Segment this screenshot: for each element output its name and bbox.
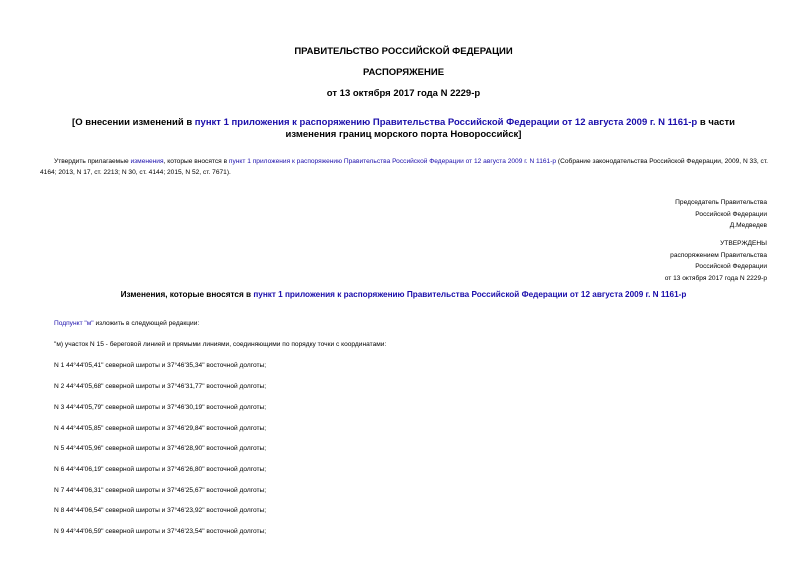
approval-line-1: УТВЕРЖДЕНЫ (720, 240, 767, 247)
changes-title (0, 290, 807, 299)
coordinate-point: N 4 44°44'05,85" северной широты и 37°46'29,84" восточной долготы; (54, 425, 267, 432)
changes-title-prefix: Изменения, которые вносятся в (120, 290, 254, 299)
subitem-instruction (54, 320, 199, 327)
intro-text-2: , которые вносятся в (163, 158, 229, 165)
title-prefix: [О внесении изменений в (72, 117, 195, 128)
approval-line-4: от 13 октября 2017 года N 2229-р (664, 274, 767, 282)
intro-text-1: Утвердить прилагаемые (54, 158, 131, 165)
intro-text-3: (Собрание законодательства Российской Федерации, 2009, N 33, ст. 4164; 2013, N 17, ст. 2213; N 30, ст. 4144; 2015, N 52, ст. 7671). (40, 158, 768, 176)
coordinate-point: N 9 44°44'06,59" северной широты и 37°46'23,54" восточной долготы; (54, 528, 267, 535)
subitem-link[interactable]: Подпункт "м" (54, 320, 94, 327)
order-reference-link[interactable]: пункт 1 приложения к распоряжению Правительства Российской Федерации от 12 августа 2009 г. N 1161-р (228, 158, 557, 165)
signature-org: Российской Федерации (695, 210, 767, 218)
government-heading: ПРАВИТЕЛЬСТВО РОССИЙСКОЙ ФЕДЕРАЦИИ (294, 46, 513, 57)
coordinate-point: N 6 44°44'06,19" северной широты и 37°46'26,80" восточной долготы; (54, 466, 267, 473)
coordinate-point: N 8 44°44'06,54" северной широты и 37°46'23,92" восточной долготы; (54, 507, 267, 514)
section-intro-line: "м) участок N 15 - береговой линией и прямыми линиями, соединяющими по порядку точки с координатами: (54, 341, 387, 348)
changes-link[interactable]: изменения (130, 158, 164, 165)
subitem-text: изложить в следующей редакции: (93, 320, 200, 327)
signature-name: Д.Медведев (729, 222, 767, 229)
document-title (50, 117, 757, 141)
approval-line-2: распоряжением Правительства (670, 251, 767, 259)
title-suffix: в части изменения границ морского порта Новороссийск] (285, 117, 735, 140)
signature-position: Председатель Правительства (675, 199, 767, 206)
approval-block (665, 238, 767, 284)
coordinate-point: N 5 44°44'05,96" северной широты и 37°46'28,90" восточной долготы; (54, 445, 267, 452)
coordinate-point: N 7 44°44'06,31" северной широты и 37°46'25,67" восточной долготы; (54, 487, 267, 494)
order-date: от 13 октября 2017 года N 2229-р (326, 88, 481, 99)
order-heading: РАСПОРЯЖЕНИЕ (362, 67, 445, 78)
coordinate-point: N 1 44°44'05,41" северной широты и 37°46'35,34" восточной долготы; (54, 362, 267, 369)
coordinate-point: N 2 44°44'05,68" северной широты и 37°46'31,77" восточной долготы; (54, 383, 267, 390)
signature-block (675, 197, 767, 232)
intro-paragraph (40, 156, 770, 178)
coordinate-point: N 3 44°44'05,79" северной широты и 37°46'30,19" восточной долготы; (54, 404, 267, 411)
title-reference-link[interactable]: пункт 1 приложения к распоряжению Правительства Российской Федерации от 12 августа 2009 г. N 1161-р (194, 117, 698, 128)
changes-title-link[interactable]: пункт 1 приложения к распоряжению Правительства Российской Федерации от 12 августа 2009 г. N 1161-р (253, 290, 687, 299)
approval-line-3: Российской Федерации (695, 263, 767, 270)
